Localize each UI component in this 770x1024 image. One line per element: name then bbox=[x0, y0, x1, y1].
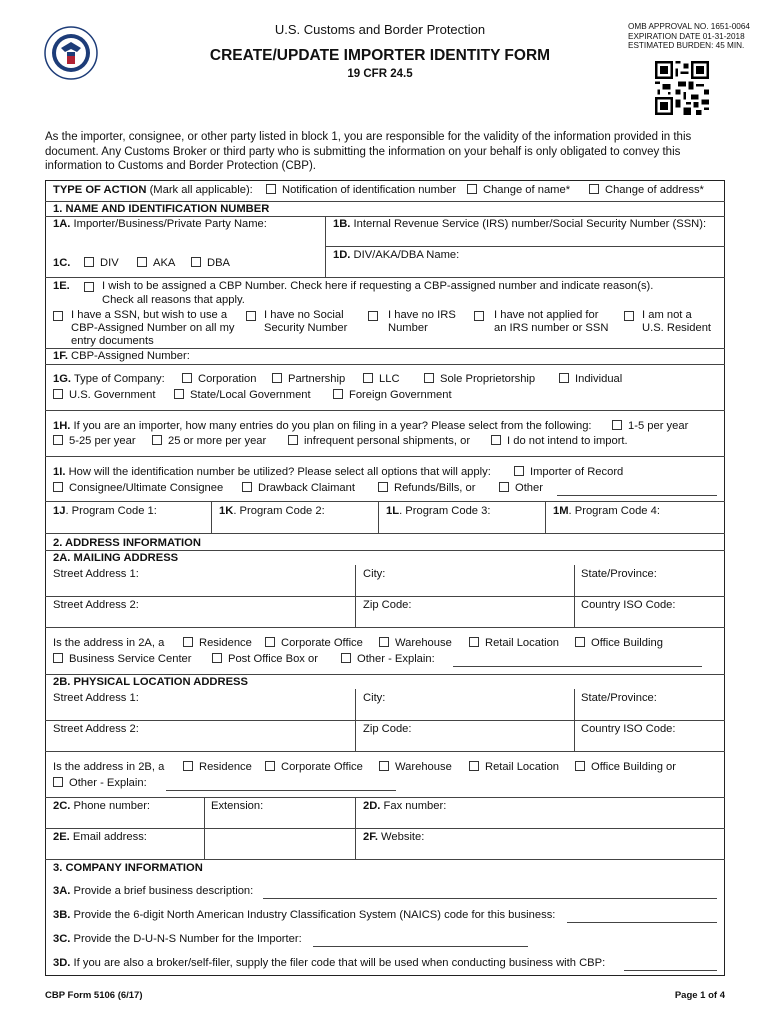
label-line: U.S. Resident bbox=[642, 322, 712, 334]
action-change-name-checkbox[interactable] bbox=[467, 184, 570, 197]
field-1a[interactable] bbox=[53, 218, 267, 231]
field-number: 2C. bbox=[53, 800, 71, 812]
request-cbp-number-checkbox[interactable] bbox=[84, 282, 94, 292]
rule bbox=[45, 674, 725, 675]
qr-code-icon bbox=[655, 61, 709, 115]
reason-not-resident-checkbox[interactable] bbox=[624, 311, 634, 321]
physical-retail-checkbox[interactable] bbox=[469, 761, 559, 774]
form-title: CREATE/UPDATE IMPORTER IDENTITY FORM bbox=[209, 47, 551, 64]
rule bbox=[45, 456, 725, 457]
entries-5-25-checkbox[interactable] bbox=[53, 435, 136, 448]
option-label: Other - Explain: bbox=[69, 777, 147, 789]
mailing-state[interactable]: State/Province: bbox=[581, 568, 657, 580]
option-label: Business Service Center bbox=[69, 653, 192, 665]
agency-name: U.S. Customs and Border Protection bbox=[274, 22, 486, 37]
label-line: Security Number bbox=[264, 322, 348, 334]
omb-burden: ESTIMATED BURDEN: 45 MIN. bbox=[628, 41, 745, 50]
rule bbox=[45, 348, 725, 349]
reason-not-applied-label bbox=[494, 309, 608, 335]
physical-country[interactable]: Country ISO Code: bbox=[581, 723, 676, 735]
physical-office-checkbox[interactable] bbox=[575, 761, 676, 774]
div-checkbox[interactable] bbox=[84, 257, 119, 270]
rule bbox=[325, 216, 326, 277]
mailing-other-checkbox[interactable] bbox=[341, 653, 435, 666]
rule bbox=[574, 565, 575, 627]
form-regulation: 19 CFR 24.5 bbox=[347, 68, 413, 80]
field-1e-line1: I wish to be assigned a CBP Number. Check here if requesting a CBP-assigned number and indicate reason(s). bbox=[102, 280, 654, 292]
field-number: 2F. bbox=[363, 831, 378, 843]
field-label: CBP-Assigned Number: bbox=[71, 350, 190, 362]
field-number: 3C. bbox=[53, 933, 71, 945]
physical-state[interactable]: State/Province: bbox=[581, 692, 657, 704]
filer-code-label bbox=[53, 957, 605, 970]
option-label: U.S. Government bbox=[69, 389, 156, 401]
mailing-street-1[interactable]: Street Address 1: bbox=[53, 568, 139, 580]
rule bbox=[355, 565, 356, 627]
mailing-retail-checkbox[interactable] bbox=[469, 637, 559, 650]
reason-ssn-label bbox=[71, 309, 235, 348]
field-label: . Program Code 2: bbox=[233, 505, 325, 517]
physical-street-1[interactable]: Street Address 1: bbox=[53, 692, 139, 704]
mailing-address-heading: 2A. MAILING ADDRESS bbox=[53, 552, 179, 564]
label-line: CBP-Assigned Number on all my bbox=[71, 322, 235, 334]
field-number: 2E. bbox=[53, 831, 70, 843]
use-other-checkbox[interactable] bbox=[499, 482, 543, 495]
field-1c-number: 1C. bbox=[53, 257, 71, 269]
use-other-explain-line[interactable] bbox=[557, 495, 717, 496]
option-label: Office Building bbox=[591, 637, 663, 649]
option-label: Warehouse bbox=[395, 761, 452, 773]
rule bbox=[574, 689, 575, 751]
reason-no-irs-label bbox=[388, 309, 456, 335]
field-label: Provide the D-U-N-S Number for the Importer: bbox=[73, 933, 302, 945]
option-label: DBA bbox=[207, 257, 231, 269]
option-label: Other - Explain: bbox=[357, 653, 435, 665]
physical-address-heading: 2B. PHYSICAL LOCATION ADDRESS bbox=[53, 676, 248, 688]
physical-other-checkbox[interactable] bbox=[53, 777, 147, 790]
option-label: Corporate Office bbox=[281, 637, 363, 649]
company-corporation-checkbox[interactable] bbox=[182, 373, 256, 386]
field-label: . Program Code 1: bbox=[65, 505, 157, 517]
field-label: Email address: bbox=[72, 831, 147, 843]
option-label: DIV bbox=[100, 257, 119, 269]
physical-corporate-checkbox[interactable] bbox=[265, 761, 363, 774]
company-us-gov-checkbox[interactable] bbox=[53, 389, 155, 402]
field-label: DIV/AKA/DBA Name: bbox=[353, 249, 460, 261]
rule bbox=[45, 277, 725, 278]
field-label: Provide a brief business description: bbox=[73, 885, 254, 897]
program-code-2[interactable] bbox=[219, 505, 325, 518]
field-label: If you are also a broker/self-filer, supply the filer code that will be used when conducting business with CBP: bbox=[73, 957, 606, 969]
option-label: Corporation bbox=[198, 373, 257, 385]
physical-city[interactable]: City: bbox=[363, 692, 386, 704]
physical-type-question: Is the address in 2B, a bbox=[53, 761, 165, 773]
option-label: Partnership bbox=[288, 373, 346, 385]
reason-no-ssn-checkbox[interactable] bbox=[246, 311, 256, 321]
field-1d[interactable] bbox=[333, 249, 459, 262]
rule bbox=[45, 720, 725, 721]
use-importer-of-record-checkbox[interactable] bbox=[514, 466, 623, 479]
section-1-heading: 1. NAME AND IDENTIFICATION NUMBER bbox=[53, 203, 270, 215]
option-label: Drawback Claimant bbox=[258, 482, 355, 494]
duns-input[interactable] bbox=[313, 946, 528, 947]
physical-other-explain-line[interactable] bbox=[166, 790, 396, 791]
action-change-address-checkbox[interactable] bbox=[589, 184, 704, 197]
mailing-street-2[interactable]: Street Address 2: bbox=[53, 599, 139, 611]
form-number: CBP Form 5106 (6/17) bbox=[45, 990, 143, 1001]
field-1f[interactable] bbox=[53, 350, 190, 363]
label-line: I have not applied for bbox=[494, 309, 599, 321]
physical-warehouse-checkbox[interactable] bbox=[379, 761, 452, 774]
field-number: 1H. bbox=[53, 420, 71, 432]
field-1g bbox=[53, 373, 165, 386]
company-state-gov-checkbox[interactable] bbox=[174, 389, 311, 402]
website-field[interactable] bbox=[363, 831, 424, 844]
reason-no-irs-checkbox[interactable] bbox=[368, 311, 378, 321]
omb-approval: OMB APPROVAL NO. 1651-0064 bbox=[628, 22, 750, 31]
option-label: Foreign Government bbox=[349, 389, 452, 401]
type-of-action-hint: (Mark all applicable): bbox=[149, 184, 253, 196]
field-label: How will the identification number be utilized? Please select all options that will apply: bbox=[68, 466, 491, 478]
filer-code-input[interactable] bbox=[624, 970, 717, 971]
label-line: I have a SSN, but wish to use a bbox=[71, 309, 228, 321]
option-label: 1-5 per year bbox=[628, 420, 689, 432]
mailing-po-box-checkbox[interactable] bbox=[212, 653, 318, 666]
mailing-corporate-checkbox[interactable] bbox=[265, 637, 363, 650]
type-of-action-label: TYPE OF ACTION bbox=[53, 184, 147, 196]
option-label: Office Building or bbox=[591, 761, 676, 773]
option-label: Post Office Box or bbox=[228, 653, 318, 665]
field-number: 1F. bbox=[53, 350, 68, 362]
rule bbox=[355, 689, 356, 751]
mailing-warehouse-checkbox[interactable] bbox=[379, 637, 452, 650]
reason-not-applied-checkbox[interactable] bbox=[474, 311, 484, 321]
intro-paragraph: As the importer, consignee, or other party listed in block 1, you are responsible for the validity of the information provided in this document. Any Customs Broker or third party who is submitting the information on your behalf is only obligated to convey this information to Customs and Border Protection (CBP). bbox=[45, 131, 692, 172]
field-number: 3B. bbox=[53, 909, 71, 921]
field-label: Importer/Business/Private Party Name: bbox=[73, 218, 267, 230]
field-number: 1B. bbox=[333, 218, 351, 230]
field-number: 1I. bbox=[53, 466, 66, 478]
field-1b[interactable] bbox=[333, 218, 706, 231]
use-consignee-checkbox[interactable] bbox=[53, 482, 223, 495]
phone-field[interactable] bbox=[53, 800, 150, 813]
option-label: Retail Location bbox=[485, 637, 560, 649]
rule bbox=[45, 201, 725, 202]
field-number: 1J bbox=[53, 505, 66, 517]
field-label: Internal Revenue Service (IRS) number/Social Security Number (SSN): bbox=[353, 218, 707, 230]
duns-label bbox=[53, 933, 302, 946]
label-line: I have no IRS bbox=[388, 309, 456, 321]
option-label: Refunds/Bills, or bbox=[394, 482, 476, 494]
rule bbox=[45, 550, 725, 551]
field-number: 1A. bbox=[53, 218, 71, 230]
option-label: Corporate Office bbox=[281, 761, 363, 773]
field-label: Provide the 6-digit North American Industry Classification System (NAICS) code for this business: bbox=[73, 909, 556, 921]
rule bbox=[204, 797, 205, 859]
mailing-city[interactable]: City: bbox=[363, 568, 386, 580]
email-field[interactable] bbox=[53, 831, 147, 844]
rule bbox=[355, 797, 356, 859]
field-number: 1L bbox=[386, 505, 400, 517]
field-label: Type of Company: bbox=[73, 373, 165, 385]
rule bbox=[211, 501, 212, 533]
option-label: Change of address* bbox=[605, 184, 704, 196]
field-number: 3D. bbox=[53, 957, 71, 969]
option-label: Consignee/Ultimate Consignee bbox=[69, 482, 224, 494]
rule bbox=[325, 246, 725, 247]
field-1h bbox=[53, 420, 592, 433]
entries-no-import-checkbox[interactable] bbox=[491, 435, 628, 448]
rule bbox=[45, 751, 725, 752]
mailing-residence-checkbox[interactable] bbox=[183, 637, 252, 650]
entries-25-plus-checkbox[interactable] bbox=[152, 435, 266, 448]
action-notification-checkbox[interactable] bbox=[266, 184, 456, 197]
option-label: Individual bbox=[575, 373, 623, 385]
mailing-type-question: Is the address in 2A, a bbox=[53, 637, 165, 649]
mailing-office-checkbox[interactable] bbox=[575, 637, 663, 650]
page-number: Page 1 of 4 bbox=[674, 990, 725, 1001]
option-label: Importer of Record bbox=[530, 466, 624, 478]
option-label: Warehouse bbox=[395, 637, 452, 649]
field-number: 1D. bbox=[333, 249, 351, 261]
dhs-seal-icon bbox=[44, 26, 98, 80]
label-line: Number bbox=[388, 322, 428, 334]
option-label: AKA bbox=[153, 257, 176, 269]
company-sole-prop-checkbox[interactable] bbox=[424, 373, 535, 386]
section-2-heading: 2. ADDRESS INFORMATION bbox=[53, 537, 201, 549]
company-llc-checkbox[interactable] bbox=[363, 373, 400, 386]
option-label: State/Local Government bbox=[190, 389, 311, 401]
entries-1-5-checkbox[interactable] bbox=[612, 420, 688, 433]
program-code-3[interactable] bbox=[386, 505, 490, 518]
rule bbox=[45, 364, 725, 365]
mailing-country[interactable]: Country ISO Code: bbox=[581, 599, 676, 611]
business-description-input[interactable] bbox=[263, 898, 717, 899]
rule bbox=[45, 501, 725, 502]
use-refunds-checkbox[interactable] bbox=[378, 482, 475, 495]
field-1e-line2: Check all reasons that apply. bbox=[102, 294, 245, 306]
entries-infrequent-checkbox[interactable] bbox=[288, 435, 470, 448]
option-label: 5-25 per year bbox=[69, 435, 136, 447]
option-label: I do not intend to import. bbox=[507, 435, 628, 447]
option-label: Retail Location bbox=[485, 761, 560, 773]
field-1i bbox=[53, 466, 491, 479]
label-line: an IRS number or SSN bbox=[494, 322, 609, 334]
omb-info bbox=[628, 22, 768, 51]
naics-label bbox=[53, 909, 555, 922]
mailing-business-service-checkbox[interactable] bbox=[53, 653, 192, 666]
rule bbox=[45, 533, 725, 534]
option-label: Change of name* bbox=[483, 184, 571, 196]
reason-ssn-checkbox[interactable] bbox=[53, 311, 63, 321]
option-label: Residence bbox=[199, 637, 252, 649]
rule bbox=[545, 501, 546, 533]
option-label: Sole Proprietorship bbox=[440, 373, 536, 385]
fax-field[interactable] bbox=[363, 800, 446, 813]
rule bbox=[45, 216, 725, 217]
field-number: 1K bbox=[219, 505, 234, 517]
rule bbox=[45, 859, 725, 860]
field-number: 1G. bbox=[53, 373, 72, 385]
rule bbox=[45, 410, 725, 411]
option-label: infrequent personal shipments, or bbox=[304, 435, 471, 447]
field-label: Website: bbox=[381, 831, 425, 843]
business-description-label bbox=[53, 885, 253, 898]
physical-street-2[interactable]: Street Address 2: bbox=[53, 723, 139, 735]
rule bbox=[378, 501, 379, 533]
label-line: I have no Social bbox=[264, 309, 344, 321]
field-number: 2D. bbox=[363, 800, 381, 812]
company-foreign-gov-checkbox[interactable] bbox=[333, 389, 452, 402]
field-label: . Program Code 4: bbox=[568, 505, 660, 517]
program-code-4[interactable] bbox=[553, 505, 660, 518]
mailing-zip[interactable]: Zip Code: bbox=[363, 599, 412, 611]
field-label: . Program Code 3: bbox=[399, 505, 491, 517]
field-label: If you are an importer, how many entries do you plan on filing in a year? Please select from the following: bbox=[73, 420, 592, 432]
reason-no-ssn-label bbox=[264, 309, 347, 335]
option-label: Notification of identification number bbox=[282, 184, 457, 196]
field-1e-number: 1E. bbox=[53, 280, 70, 292]
program-code-1[interactable] bbox=[53, 505, 157, 518]
option-label: 25 or more per year bbox=[168, 435, 267, 447]
option-label: Other bbox=[515, 482, 543, 494]
field-label: Phone number: bbox=[73, 800, 151, 812]
field-label: Fax number: bbox=[383, 800, 447, 812]
reason-not-resident-label bbox=[642, 309, 711, 335]
rule bbox=[45, 828, 725, 829]
naics-input[interactable] bbox=[567, 922, 717, 923]
rule bbox=[45, 797, 725, 798]
section-3-heading: 3. COMPANY INFORMATION bbox=[53, 862, 203, 874]
physical-residence-checkbox[interactable] bbox=[183, 761, 252, 774]
type-of-action bbox=[53, 184, 253, 197]
label-line: I am not a bbox=[642, 309, 692, 321]
dba-checkbox[interactable] bbox=[191, 257, 230, 270]
physical-zip[interactable]: Zip Code: bbox=[363, 723, 412, 735]
label-line: entry documents bbox=[71, 335, 154, 347]
company-individual-checkbox[interactable] bbox=[559, 373, 622, 386]
mailing-other-explain-line[interactable] bbox=[453, 666, 702, 667]
rule bbox=[45, 596, 725, 597]
option-label: LLC bbox=[379, 373, 400, 385]
field-number: 3A. bbox=[53, 885, 71, 897]
extension-field[interactable]: Extension: bbox=[211, 800, 264, 812]
rule bbox=[45, 627, 725, 628]
omb-expiration: EXPIRATION DATE 01-31-2018 bbox=[628, 31, 745, 41]
use-drawback-checkbox[interactable] bbox=[242, 482, 355, 495]
company-partnership-checkbox[interactable] bbox=[272, 373, 345, 386]
aka-checkbox[interactable] bbox=[137, 257, 175, 270]
field-number: 1M bbox=[553, 505, 569, 517]
option-label: Residence bbox=[199, 761, 252, 773]
